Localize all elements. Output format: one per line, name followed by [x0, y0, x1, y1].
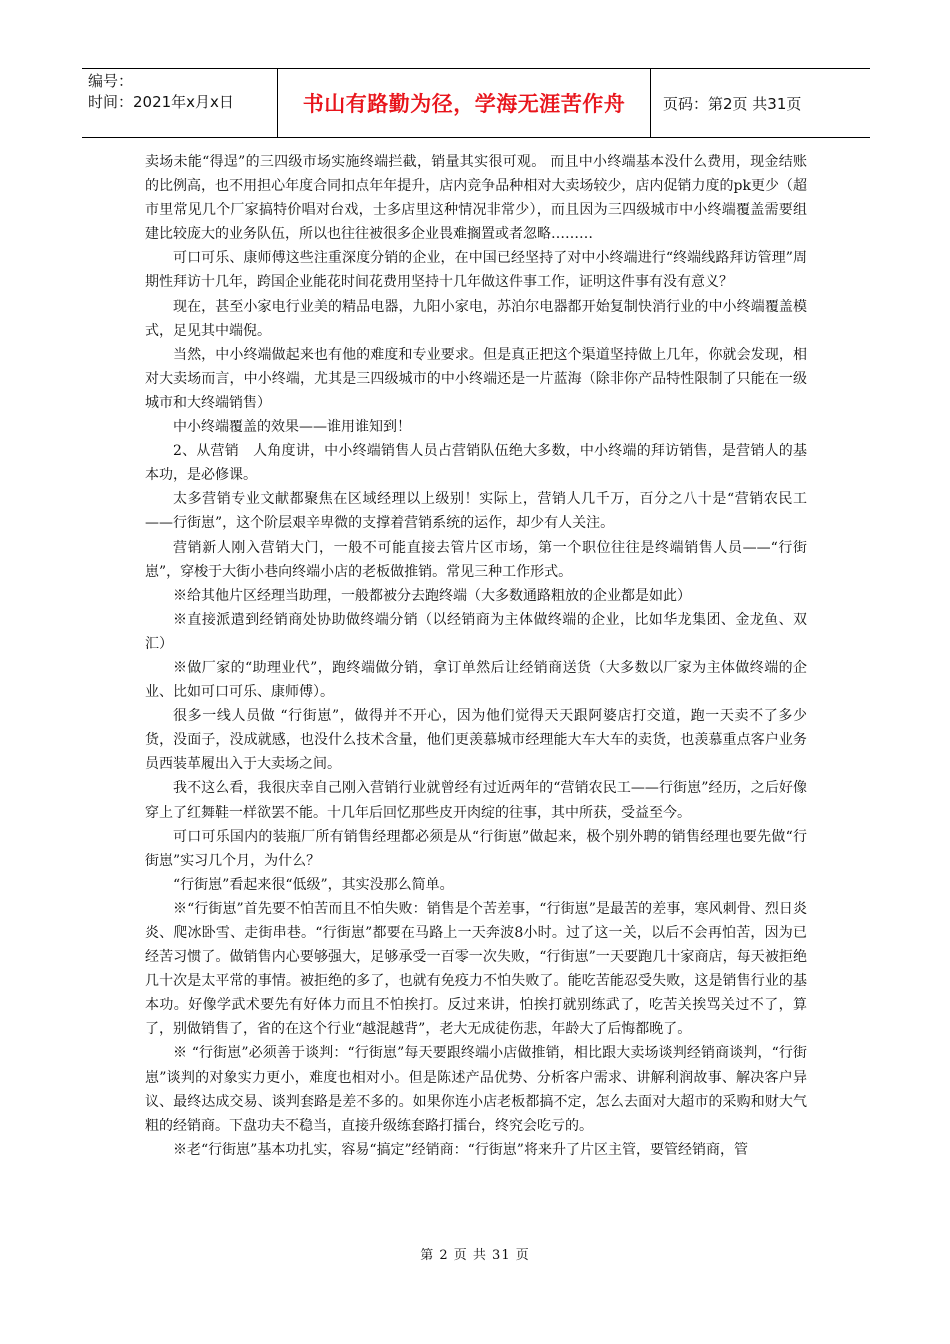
body-paragraph: 可口可乐国内的装瓶厂所有销售经理都必须是从“行街崽”做起来，极个别外聘的销售经理也要先做“行街崽”实习几个月，为什么？	[145, 828, 807, 869]
header-motto: 书山有路勤为径，学海无涯苦作舟	[302, 92, 626, 116]
body-paragraph: 营销新人刚入营销大门，一般不可能直接去管片区市场，第一个职位往往是终端销售人员——“行街崽”，穿梭于大街小巷向终端小店的老板做推销。常见三种工作形式。	[145, 539, 807, 580]
page-footer: 第 2 页 共 31 页	[420, 1248, 530, 1263]
body-paragraph: 2、从营销 人角度讲，中小终端销售人员占营销队伍绝大多数，中小终端的拜访销售，是营销人的基本功，是必修课。	[145, 443, 807, 484]
body-paragraph: ※老“行街崽”基本功扎实，容易“搞定”经销商：“行街崽”将来升了片区主管，要管经销商，管	[173, 1141, 748, 1158]
body-paragraph: ※做厂家的“助理业代”，跑终端做分销，拿订单然后让经销商送货（大多数以厂家为主体做终端的企业、比如可口可乐、康师傅）。	[145, 659, 807, 701]
document-number-label: 编号：	[88, 72, 134, 90]
body-paragraph: 现在，甚至小家电行业美的精品电器，九阳小家电，苏泊尔电器都开始复制快消行业的中小终端覆盖模式，足见其中端倪。	[145, 298, 807, 339]
document-date: 时间：2021年x月x日	[88, 93, 234, 111]
header-motto-cell	[278, 69, 651, 137]
body-paragraph: 可口可乐、康师傅这些注重深度分销的企业，在中国已经坚持了对中小终端进行“终端线路拜访管理”周期性拜访十几年，跨国企业能花时间花费用坚持十几年做这件事工作，证明这件事有没有意义？	[145, 250, 807, 291]
body-paragraph: ※直接派遣到经销商处协助做终端分销（以经销商为主体做终端的企业，比如华龙集团、金龙鱼、双汇）	[145, 611, 807, 652]
body-paragraph: “行街崽”看起来很“低级”，其实没那么简单。	[173, 876, 454, 893]
body-paragraph: 中小终端覆盖的效果——谁用谁知到！	[173, 419, 411, 436]
document-body	[145, 150, 807, 1162]
header-page-info: 页码：第2页 共31页	[663, 94, 802, 113]
body-paragraph: ※给其他片区经理当助理，一般都被分去跑终端（大多数通路粗放的企业都是如此）	[173, 587, 691, 604]
body-paragraph: ※“行街崽”首先要不怕苦而且不怕失败：销售是个苦差事，“行街崽”是最苦的差事，寒风刺骨、烈日炎炎、爬冰卧雪、走街串巷。“行街崽”都要在马路上一天奔波8小时。过了这一关，以后不会再怕苦，因为已经苦习惯了。做销售内心要够强大，足够承受一百零一次失败，“行街崽”一天要跑几十家商店，每天被拒绝几十次是太平常的事情。被拒绝的多了，也就有免疫力不怕失败了。能吃苦能忍受失败，这是销售行业的基本功。好像学武术要先有好体力而且不怕挨打。反过来讲，怕挨打就别练武了，吃苦关挨骂关过不了，算了，别做销售了，省的在这个行业“越混越背”，老大无成徒伤悲，年龄大了后悔都晚了。	[145, 900, 807, 1038]
body-paragraph: 很多一线人员做 “行街崽”，做得并不开心，因为他们觉得天天跟阿婆店打交道，跑一天卖不了多少货，没面子，没成就感，也没什么技术含量，他们更羡慕城市经理能大车大车的卖货，也羡慕重点客户业务员西装革履出入于大卖场之间。	[145, 708, 807, 773]
header-page-cell	[651, 69, 870, 137]
body-paragraph: 我不这么看，我很庆幸自己刚入营销行业就曾经有过近两年的“营销农民工——行街崽”经历，之后好像穿上了红舞鞋一样欲罢不能。十几年后回忆那些皮开肉绽的往事，其中所获，受益至今。	[145, 780, 807, 821]
page-header	[82, 68, 870, 138]
body-paragraph: 当然，中小终端做起来也有他的难度和专业要求。但是真正把这个渠道坚持做上几年，你就会发现，相对大卖场而言，中小终端，尤其是三四级城市的中小终端还是一片蓝海（除非你产品特性限制了只能在一级城市和大终端销售）	[145, 346, 807, 411]
header-meta-cell	[82, 69, 278, 137]
body-paragraph: 太多营销专业文献都聚焦在区域经理以上级别！实际上，营销人几千万，百分之八十是“营销农民工——行街崽”，这个阶层艰辛卑微的支撑着营销系统的运作，却少有人关注。	[145, 491, 807, 532]
body-paragraph: 卖场未能“得逞”的三四级市场实施终端拦截，销量其实很可观。 而且中小终端基本没什么费用，现金结账的比例高，也不用担心年度合同扣点年年提升，店内竞争品种相对大卖场较少，店内促销力度的pk更少（超市里常见几个厂家搞特价唱对台戏，士多店里这种情况非常少），而且因为三四级城市中小终端覆盖需要组建比较庞大的业务队伍，所以也往往被很多企业畏难搁置或者忽略………	[145, 154, 807, 243]
body-paragraph: ※ “行街崽”必须善于谈判：“行街崽”每天要跟终端小店做推销，相比跟大卖场谈判经销商谈判，“行街崽”谈判的对象实力更小，难度也相对小。但是陈述产品优势、分析客户需求、讲解利润故事、解决客户异议、最终达成交易、谈判套路是差不多的。如果你连小店老板都搞不定，怎么去面对大超市的采购和财大气粗的经销商。下盘功夫不稳当，直接升级练套路打擂台，终究会吃亏的。	[145, 1045, 807, 1134]
